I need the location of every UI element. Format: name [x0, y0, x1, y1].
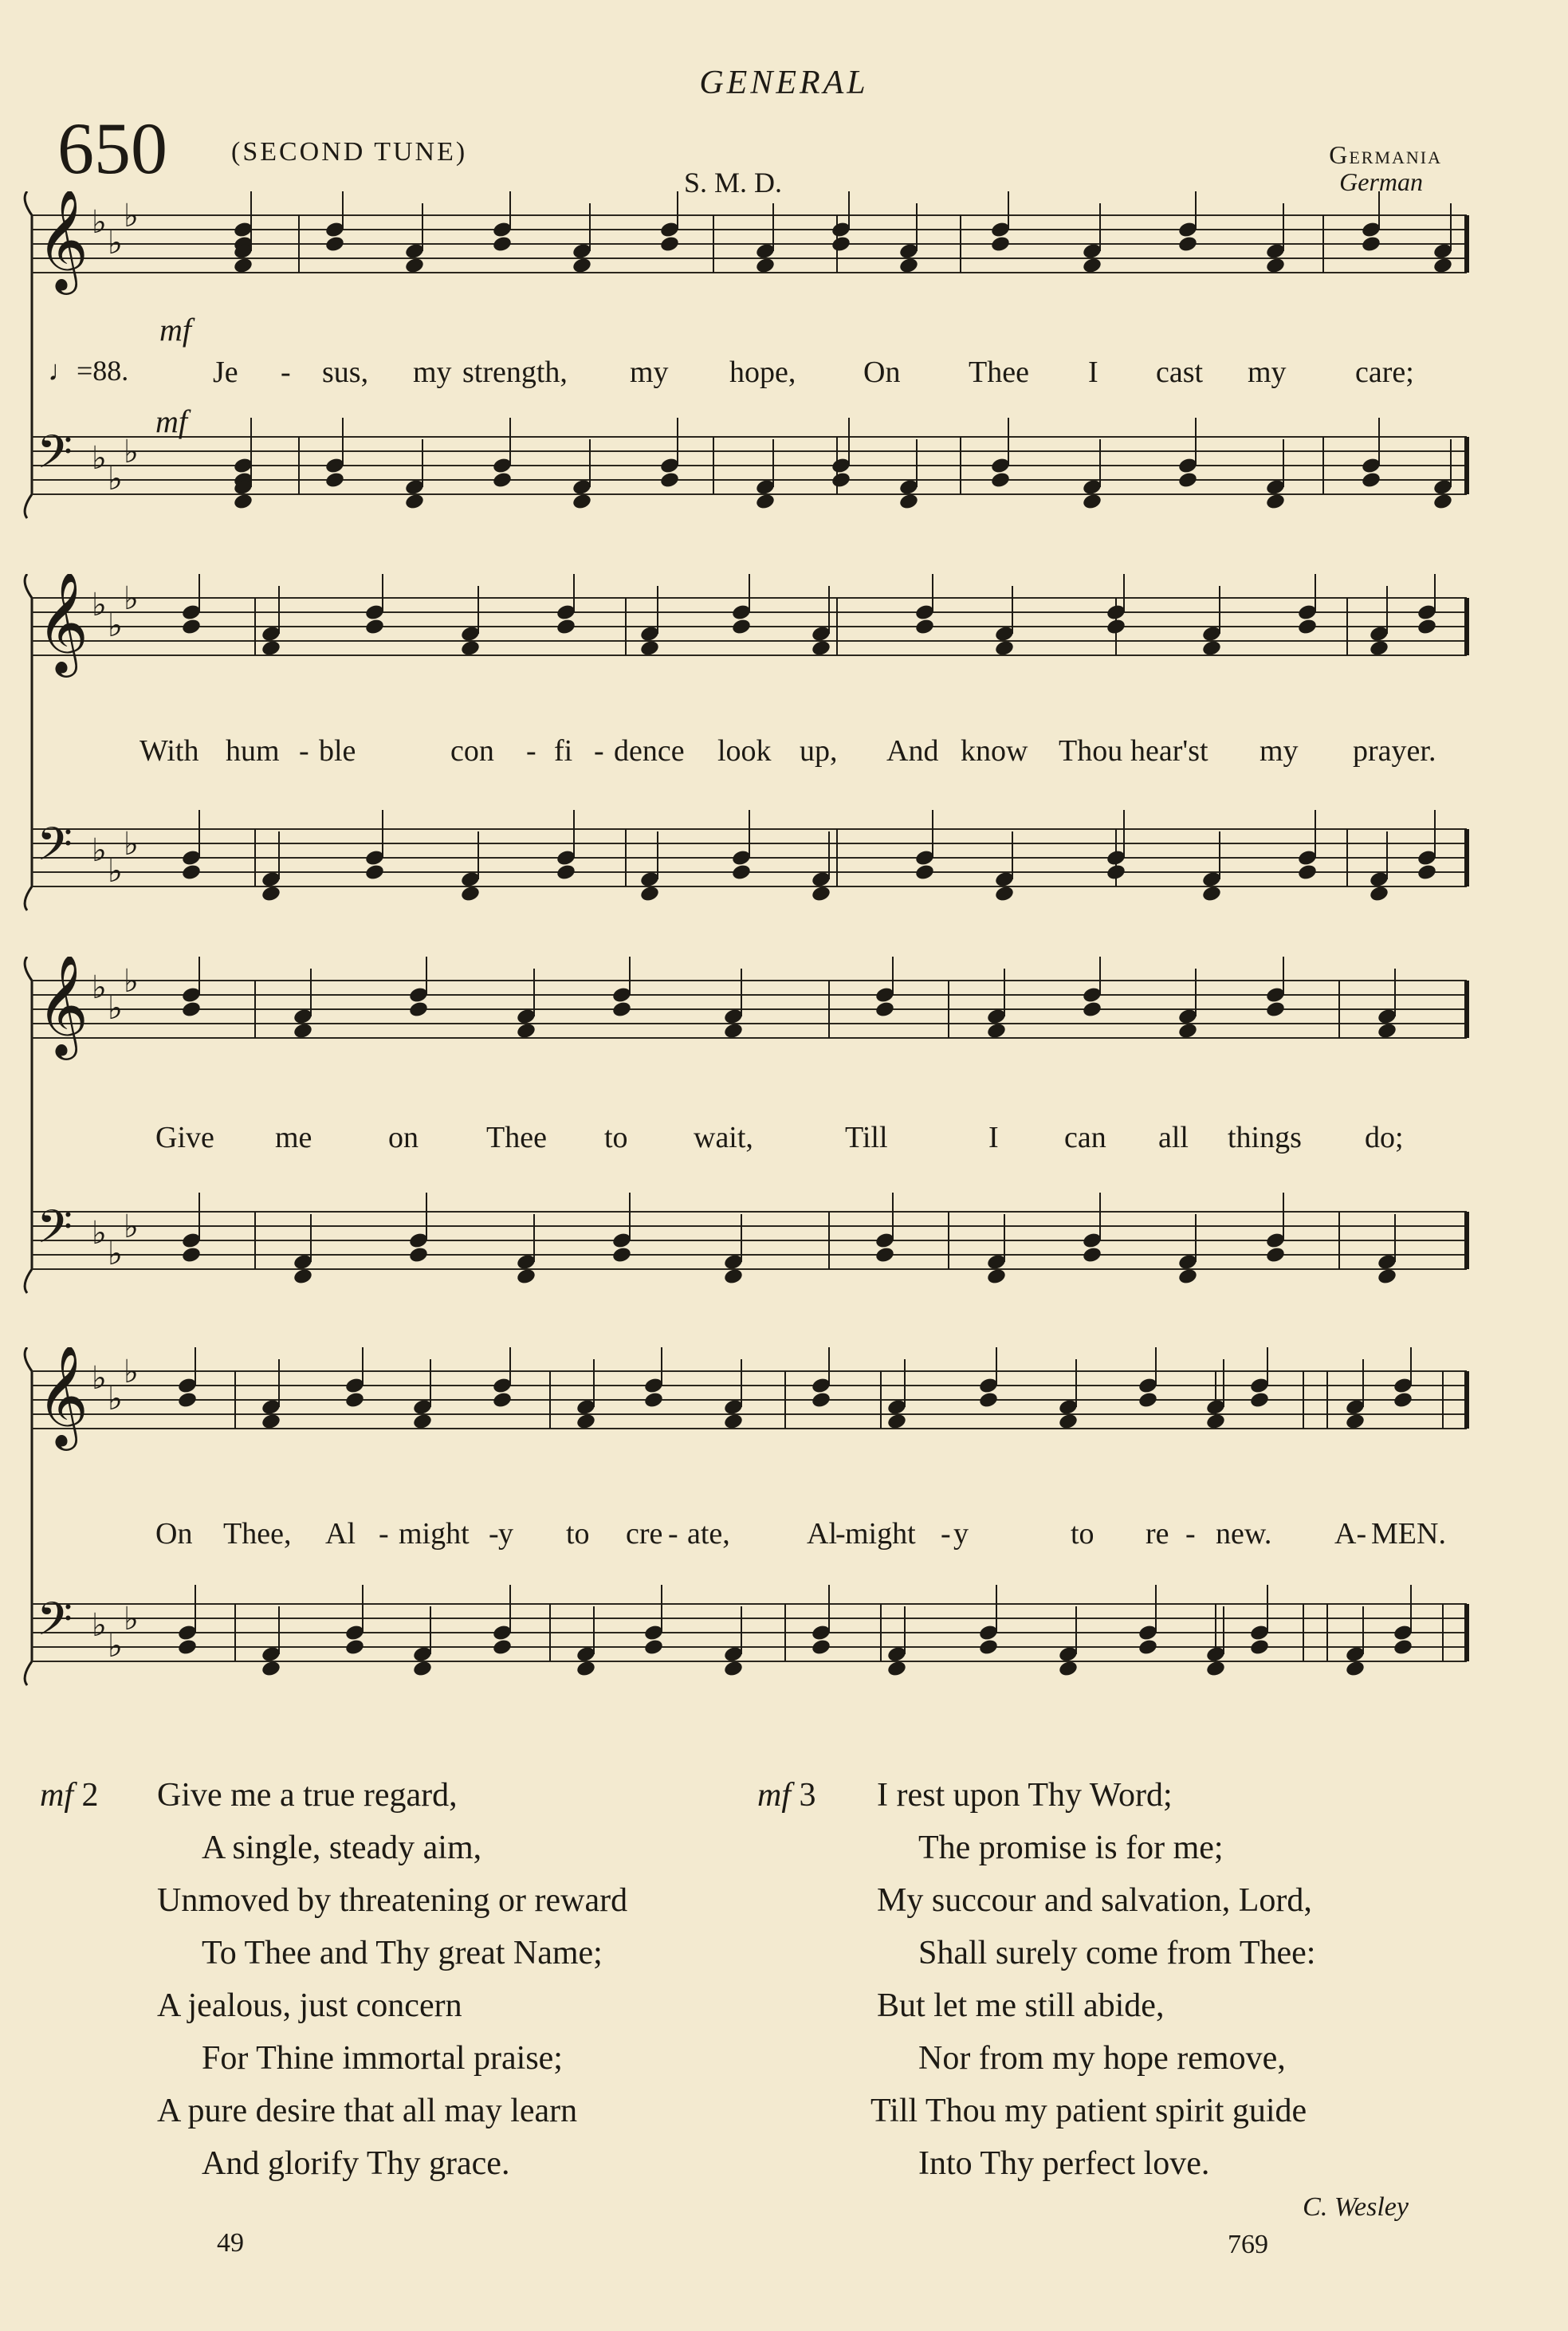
flat-icon: ♭ [108, 990, 123, 1027]
flat-icon: ♭ [124, 963, 139, 1000]
verse-line: Till Thou my patient spirit guide [870, 2093, 1307, 2129]
lyric-syllable: my [1248, 356, 1287, 389]
lyric-syllable: - [526, 734, 536, 768]
flat-icon: ♭ [92, 204, 107, 241]
lyric-syllable: to [604, 1121, 628, 1154]
note-head [412, 1660, 433, 1678]
lyric-syllable: - [489, 1517, 499, 1551]
lyric-syllable: prayer. [1353, 734, 1436, 768]
note-head [1082, 257, 1102, 275]
lyric-syllable: sus, [322, 356, 369, 389]
lyric-syllable: cast [1156, 356, 1204, 389]
lyric-syllable: know [961, 734, 1028, 768]
bracket-hook [25, 886, 32, 910]
bracket-hook [25, 957, 32, 981]
verse-marker [40, 1776, 99, 1814]
lyric-syllable: - [281, 356, 291, 389]
note-head [874, 1000, 895, 1019]
note-head [994, 885, 1015, 903]
note-head [492, 471, 513, 489]
note-head [177, 1391, 198, 1409]
bracket-hook [25, 1269, 32, 1293]
note-head [723, 1413, 744, 1431]
note-head [1106, 863, 1126, 882]
flat-icon: ♭ [124, 1601, 139, 1637]
lyric-syllable: can [1064, 1121, 1106, 1154]
note-head [1393, 1638, 1413, 1657]
bracket-hook [25, 494, 32, 518]
flat-icon: ♭ [92, 1215, 107, 1252]
flat-icon: ♭ [124, 434, 139, 470]
bracket-hook [25, 1347, 32, 1371]
note-head [1177, 1268, 1198, 1286]
treble-clef-icon: 𝄞 [37, 191, 89, 290]
lyric-syllable: cre [626, 1517, 663, 1551]
note-head [261, 1413, 281, 1431]
verse-number: 3 [799, 1777, 816, 1814]
lyric-syllable: I [1088, 356, 1098, 389]
lyric-syllable: - [299, 734, 309, 768]
verse-line: The promise is for me; [918, 1830, 1224, 1866]
note-head [731, 618, 752, 636]
lyric-syllable: ate, [687, 1517, 730, 1551]
note-head [1201, 639, 1222, 658]
note-head [576, 1660, 596, 1678]
lyric-syllable: - [379, 1517, 389, 1551]
note-head [978, 1638, 999, 1657]
flat-icon: ♭ [108, 461, 123, 497]
flat-icon: ♭ [108, 1236, 123, 1272]
lyric-syllable: my [413, 356, 452, 389]
lyric-syllable: hear'st [1130, 734, 1208, 768]
verse-line: Into Thy perfect love. [918, 2145, 1210, 2182]
meter: S. M. D. [684, 167, 783, 199]
note-head [572, 257, 592, 275]
lyric-syllable: Je [213, 356, 238, 389]
note-head [611, 1000, 632, 1019]
note-head [1393, 1391, 1413, 1409]
note-head [755, 257, 776, 275]
note-head [344, 1638, 365, 1657]
note-head [811, 1638, 831, 1657]
treble-clef-icon: 𝄞 [37, 1347, 89, 1446]
lyric-syllable: With [140, 734, 199, 768]
note-head [1177, 235, 1198, 254]
hymn-number: 650 [57, 108, 167, 189]
note-head [1265, 1246, 1286, 1264]
note-head [404, 257, 425, 275]
page-number-right: 769 [1228, 2230, 1268, 2259]
note-head [1058, 1660, 1079, 1678]
section-heading: GENERAL [699, 65, 869, 101]
note-head [492, 235, 513, 254]
note-head [181, 618, 202, 636]
lyric-syllable: my [630, 356, 669, 389]
note-head [404, 493, 425, 511]
note-head [990, 471, 1011, 489]
lyric-syllable: do; [1365, 1121, 1404, 1154]
note-head [1265, 257, 1286, 275]
note-head [261, 885, 281, 903]
verse-line: Nor from my hope remove, [918, 2040, 1286, 2077]
lyric-syllable: ble [319, 734, 356, 768]
note-head [886, 1413, 907, 1431]
note-head [293, 1022, 313, 1040]
note-head [364, 618, 385, 636]
dynamic-mark: mf [40, 1777, 73, 1814]
lyric-syllable: - [668, 1517, 678, 1551]
flat-icon: ♭ [108, 1381, 123, 1417]
lyric-syllable: On [863, 356, 901, 389]
flat-icon: ♭ [124, 826, 139, 863]
note-head [986, 1268, 1007, 1286]
lyric-syllable: me [275, 1121, 312, 1154]
lyric-syllable: Al [807, 1517, 837, 1551]
quarter-note-icon: ♩ [48, 355, 77, 387]
note-head [1177, 1022, 1198, 1040]
lyric-syllable: might [845, 1517, 916, 1551]
note-head [1082, 493, 1102, 511]
flat-icon: ♭ [92, 1607, 107, 1644]
lyric-syllable: Till [845, 1121, 888, 1154]
note-head [492, 1638, 513, 1657]
dynamic-mark: mf [757, 1777, 791, 1814]
treble-clef-icon: 𝄞 [37, 574, 89, 673]
music-system-1 [0, 191, 1568, 566]
note-head [643, 1638, 664, 1657]
note-head [572, 493, 592, 511]
note-head [1345, 1413, 1366, 1431]
tune-name: Germania [1329, 140, 1442, 169]
page-number-left: 49 [217, 2228, 244, 2258]
note-head [556, 863, 576, 882]
note-head [1297, 618, 1318, 636]
verse-line: But let me still abide, [877, 1987, 1165, 2024]
lyric-syllable: hum [226, 734, 280, 768]
note-head [914, 618, 935, 636]
bracket-hook [25, 574, 32, 598]
flat-icon: ♭ [92, 832, 107, 869]
note-head [659, 471, 680, 489]
verse-line: I rest upon Thy Word; [877, 1777, 1173, 1814]
lyric-syllable: up, [800, 734, 838, 768]
note-head [811, 639, 831, 658]
note-head [1138, 1638, 1158, 1657]
lyric-syllable: Al [325, 1517, 356, 1551]
note-head [408, 1246, 429, 1264]
note-head [1432, 257, 1453, 275]
note-head [556, 618, 576, 636]
note-head [516, 1022, 536, 1040]
verse-marker [757, 1776, 816, 1814]
verse-line: Give me a true regard, [157, 1777, 458, 1814]
lyric-syllable: care; [1355, 356, 1414, 389]
lyric-syllable: re [1146, 1517, 1169, 1551]
lyric-syllable: Thou [1059, 734, 1123, 768]
note-head [460, 639, 481, 658]
note-head [364, 863, 385, 882]
note-head [233, 493, 253, 511]
note-head [293, 1268, 313, 1286]
lyric-syllable: hope, [729, 356, 796, 389]
note-head [324, 235, 345, 254]
note-head [986, 1022, 1007, 1040]
bracket-hook [25, 191, 32, 215]
note-head [990, 235, 1011, 254]
note-head [1361, 235, 1381, 254]
flat-icon: ♭ [108, 1628, 123, 1665]
lyric-syllable: might [399, 1517, 470, 1551]
lyric-syllable: to [566, 1517, 590, 1551]
note-head [723, 1268, 744, 1286]
bass-clef-icon: 𝄢 [37, 1592, 73, 1657]
lyric-syllable: - [594, 734, 604, 768]
bass-clef-icon: 𝄢 [37, 425, 73, 490]
flat-icon: ♭ [108, 853, 123, 890]
note-head [1265, 493, 1286, 511]
lyric-syllable: And [886, 734, 939, 768]
verse-number: 2 [81, 1777, 99, 1814]
note-head [1265, 1000, 1286, 1019]
note-head [324, 471, 345, 489]
lyric-syllable: dence [614, 734, 685, 768]
note-head [181, 1246, 202, 1264]
note-head [639, 639, 660, 658]
lyric-syllable: Thee, [223, 1517, 292, 1551]
author-credit: C. Wesley [1303, 2192, 1409, 2222]
lyric-syllable: Thee [969, 356, 1029, 389]
music-system-3 [0, 957, 1568, 1347]
verse-line: To Thee and Thy great Name; [202, 1935, 603, 1971]
lyric-syllable: Give [155, 1121, 214, 1154]
note-head [1361, 471, 1381, 489]
note-head [1297, 863, 1318, 882]
note-head [831, 471, 851, 489]
lyric-syllable: all [1158, 1121, 1189, 1154]
note-head [1177, 471, 1198, 489]
note-head [811, 885, 831, 903]
note-head [233, 257, 253, 275]
lyric-syllable: con [450, 734, 494, 768]
verse-line: Shall surely come from Thee: [918, 1935, 1316, 1971]
verse-line: A single, steady aim, [202, 1830, 482, 1866]
note-head [1205, 1660, 1226, 1678]
note-head [874, 1246, 895, 1264]
treble-clef-icon: 𝄞 [37, 957, 89, 1055]
tune-origin: German [1339, 167, 1423, 196]
note-head [1249, 1638, 1270, 1657]
dynamic-mark: mf [159, 312, 191, 348]
lyric-syllable: things [1228, 1121, 1302, 1154]
lyric-syllable: On [155, 1517, 193, 1551]
note-head [1369, 885, 1389, 903]
note-head [1417, 863, 1437, 882]
note-head [994, 639, 1015, 658]
note-head [1417, 618, 1437, 636]
note-head [1345, 1660, 1366, 1678]
lyric-syllable: fi [554, 734, 573, 768]
lyric-syllable: - [941, 1517, 951, 1551]
note-head [811, 1391, 831, 1409]
note-head [576, 1413, 596, 1431]
flat-icon: ♭ [108, 225, 123, 261]
verse-line: A jealous, just concern [157, 1987, 462, 2024]
lyric-syllable: strength, [462, 356, 568, 389]
note-head [898, 257, 919, 275]
verse-line: My succour and salvation, Lord, [877, 1882, 1312, 1919]
lyric-syllable: new. [1216, 1517, 1272, 1551]
note-head [659, 235, 680, 254]
lyric-syllable: wait, [694, 1121, 753, 1154]
note-head [886, 1660, 907, 1678]
bass-clef-icon: 𝄢 [37, 817, 73, 882]
note-head [516, 1268, 536, 1286]
note-head [1082, 1246, 1102, 1264]
note-head [492, 1391, 513, 1409]
note-head [1432, 493, 1453, 511]
note-head [181, 863, 202, 882]
lyric-syllable: I [988, 1121, 999, 1154]
flat-icon: ♭ [92, 440, 107, 477]
music-system-4 [0, 1347, 1568, 1738]
lyric-syllable: on [388, 1121, 419, 1154]
staff-system-svg [0, 957, 1568, 1347]
lyric-syllable: look [717, 734, 772, 768]
note-head [611, 1246, 632, 1264]
note-head [1369, 639, 1389, 658]
note-head [1205, 1413, 1226, 1431]
flat-icon: ♭ [108, 607, 123, 644]
lyric-syllable: MEN. [1371, 1517, 1446, 1551]
lyric-syllable: Thee [486, 1121, 547, 1154]
flat-icon: ♭ [124, 580, 139, 617]
note-head [831, 235, 851, 254]
verse-line: For Thine immortal praise; [202, 2040, 563, 2077]
note-head [460, 885, 481, 903]
dynamic-mark: mf [155, 403, 187, 439]
lyric-syllable: A- [1334, 1517, 1367, 1551]
note-head [1106, 618, 1126, 636]
note-head [261, 639, 281, 658]
flat-icon: ♭ [92, 1360, 107, 1397]
note-head [723, 1660, 744, 1678]
music-system-2 [0, 574, 1568, 961]
note-head [731, 863, 752, 882]
lyric-syllable: to [1071, 1517, 1094, 1551]
lyric-syllable: - [835, 1517, 846, 1551]
note-head [978, 1391, 999, 1409]
flat-icon: ♭ [92, 969, 107, 1006]
tempo-mark: ♩=88. [48, 355, 129, 387]
note-head [344, 1391, 365, 1409]
tune-label: (SECOND TUNE) [231, 137, 468, 167]
note-head [914, 863, 935, 882]
note-head [755, 493, 776, 511]
flat-icon: ♭ [92, 587, 107, 623]
note-head [412, 1413, 433, 1431]
note-head [1377, 1022, 1397, 1040]
note-head [639, 885, 660, 903]
verse-line: And glorify Thy grace. [202, 2145, 510, 2182]
note-head [1138, 1391, 1158, 1409]
flat-icon: ♭ [124, 198, 139, 234]
note-head [1082, 1000, 1102, 1019]
note-head [177, 1638, 198, 1657]
note-head [898, 493, 919, 511]
note-head [1058, 1413, 1079, 1431]
lyric-syllable: - [1185, 1517, 1196, 1551]
verse-line: Unmoved by threatening or reward [157, 1882, 628, 1919]
note-head [181, 1000, 202, 1019]
note-head [1249, 1391, 1270, 1409]
note-head [723, 1022, 744, 1040]
note-head [1377, 1268, 1397, 1286]
lyric-syllable: y [953, 1517, 969, 1551]
bracket-hook [25, 1661, 32, 1685]
lyric-syllable: y [498, 1517, 513, 1551]
note-head [643, 1391, 664, 1409]
note-head [408, 1000, 429, 1019]
flat-icon: ♭ [124, 1354, 139, 1390]
verse-line: A pure desire that all may learn [157, 2093, 578, 2129]
bass-clef-icon: 𝄢 [37, 1200, 73, 1265]
flat-icon: ♭ [124, 1209, 139, 1245]
note-head [261, 1660, 281, 1678]
note-head [1201, 885, 1222, 903]
lyric-syllable: my [1260, 734, 1299, 768]
